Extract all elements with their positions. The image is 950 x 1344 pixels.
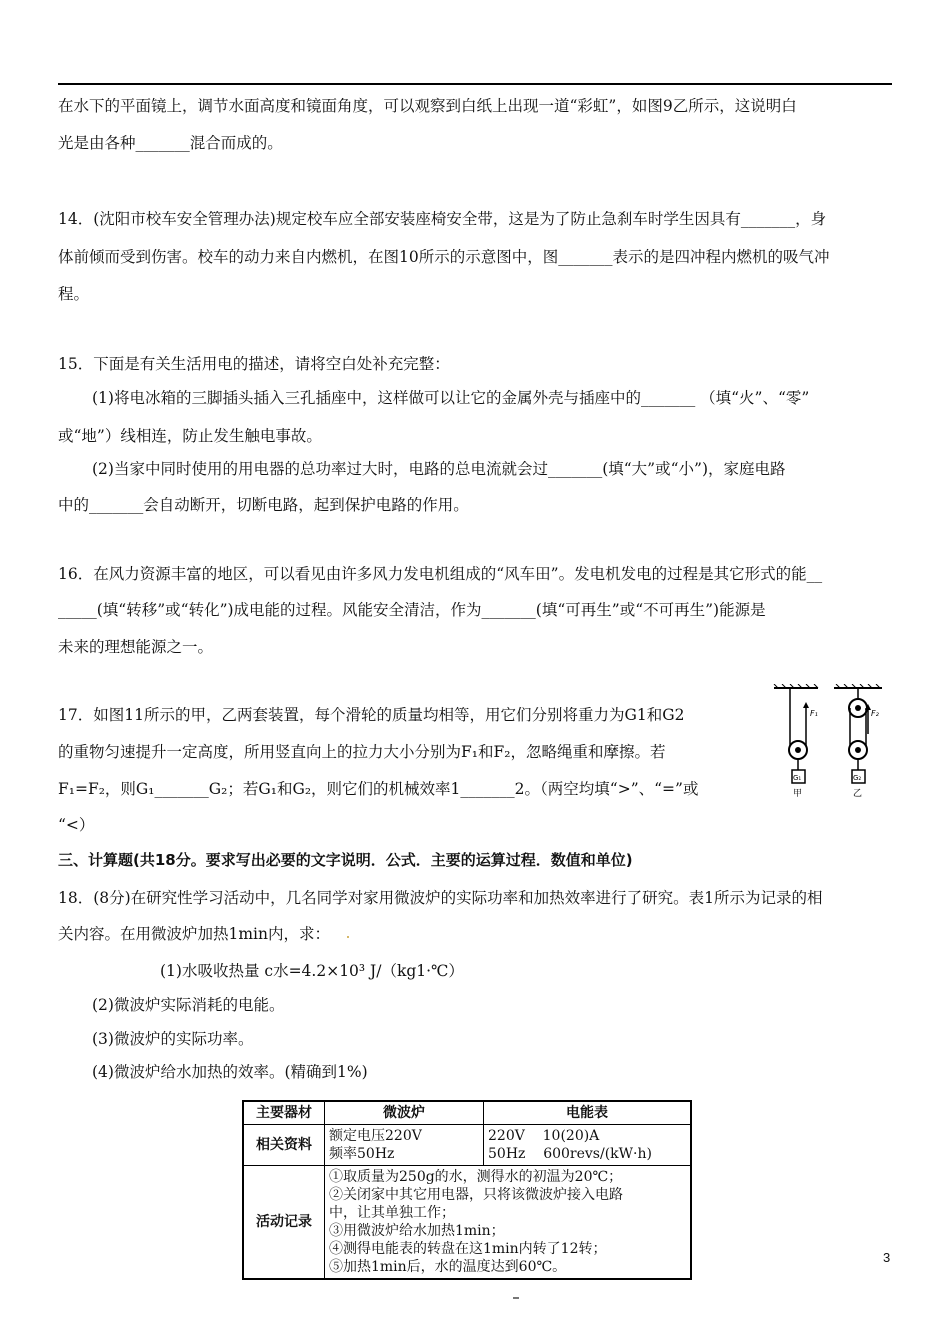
text-line: 的重物匀速提升一定高度，所用竖直向上的拉力大小分别为F₁和F₂，忽略绳重和摩擦。若 xyxy=(58,743,666,761)
table-row xyxy=(243,1101,691,1125)
text-line: 中的_______会自动断开，切断电路，起到保护电路的作用。 xyxy=(58,496,469,514)
record-item: 中，让其单独工作； xyxy=(329,1205,455,1221)
cell-line: 频率50Hz xyxy=(329,1146,395,1162)
record-item: ②关闭家中其它用电器，只将该微波炉接入电路 xyxy=(329,1187,623,1203)
text-line: F₁=F₂，则G₁_______G₂；若G₁和G₂，则它们的机械效率1_______2。（两空均填“>”、“=”或 xyxy=(58,780,699,798)
text-line: 体前倾而受到伤害。校车的动力来自内燃机，在图10所示的示意图中，图_______表示的是四冲程内燃机的吸气冲 xyxy=(58,248,830,266)
table-header-cell: 电能表 xyxy=(484,1101,692,1125)
question-16: 16．在风力资源丰富的地区，可以看见由许多风力发电机组成的“风车田”。发电机发电的过程是其它形式的能__ xyxy=(58,565,823,583)
text-line: 光是由各种_______混合而成的。 xyxy=(58,134,283,152)
question-14: 14．(沈阳市校车安全管理办法)规定校车应全部安装座椅安全带，这是为了防止急刹车时学生因具有_______，身 xyxy=(58,210,827,228)
table-header-cell: 主要器材 xyxy=(243,1101,325,1125)
record-item: ①取质量为250g的水，测得水的初温为20℃； xyxy=(329,1169,623,1185)
cell-line: 额定电压220V xyxy=(329,1128,422,1144)
label-yi: 乙 xyxy=(853,789,863,799)
table-row-label: 活动记录 xyxy=(243,1166,325,1280)
header-rule xyxy=(58,83,892,85)
pulley-figure xyxy=(770,684,890,804)
table-header-cell: 微波炉 xyxy=(325,1101,484,1125)
record-item: ④测得电能表的转盘在这1min内转了12转； xyxy=(329,1241,607,1257)
record-item: ③用微波炉给水加热1min； xyxy=(329,1223,505,1239)
text-line: 或“地”）线相连，防止发生触电事故。 xyxy=(58,427,322,445)
sub-question: (3)微波炉的实际功率。 xyxy=(92,1030,254,1048)
text-line: 未来的理想能源之一。 xyxy=(58,638,214,656)
cell-line: 220V 10(20)A xyxy=(488,1128,600,1144)
pulley-system-jia xyxy=(789,688,809,783)
scan-speck xyxy=(347,936,349,938)
table-1 xyxy=(242,1100,692,1280)
page-number: 3 xyxy=(883,1250,891,1265)
pulley-system-yi xyxy=(849,688,871,783)
label-g1: G₁ xyxy=(793,774,802,782)
table-row xyxy=(243,1125,691,1166)
sub-question: (4)微波炉给水加热的效率。(精确到1%) xyxy=(92,1063,368,1081)
sub-question: (2)微波炉实际消耗的电能。 xyxy=(92,996,285,1014)
record-item: ⑤加热1min后，水的温度达到60℃。 xyxy=(329,1259,567,1275)
text-line: _____(填“转移”或“转化”)成电能的过程。风能安全清洁，作为_______(填“可再生”或“不可再生”)能源是 xyxy=(58,601,766,619)
table-cell xyxy=(325,1125,484,1166)
question-15: 15．下面是有关生活用电的描述，请将空白处补充完整： xyxy=(58,355,450,373)
table-row xyxy=(243,1166,691,1280)
text-line: (1)将电冰箱的三脚插头插入三孔插座中，这样做可以让它的金属外壳与插座中的_______ （填“火”、“零” xyxy=(92,389,810,407)
scan-mark xyxy=(513,1297,519,1299)
text-line: 程。 xyxy=(58,285,90,303)
table-cell xyxy=(325,1166,692,1280)
sub-question: (1)水吸收热量 c水=4.2×10³ J/（kg1·℃） xyxy=(160,962,464,980)
text-line: “<） xyxy=(58,816,95,834)
text-line: 在水下的平面镜上，调节水面高度和镜面角度，可以观察到白纸上出现一道“彩虹”，如图9乙所示，这说明白 xyxy=(58,97,797,115)
question-17: 17．如图11所示的甲，乙两套装置，每个滑轮的质量均相等，用它们分别将重力为G1和G2 xyxy=(58,706,685,724)
question-18: 18．(8分)在研究性学习活动中，几名同学对家用微波炉的实际功率和加热效率进行了研究。表1所示为记录的相 xyxy=(58,889,823,907)
table-row-label: 相关资料 xyxy=(243,1125,325,1166)
label-jia: 甲 xyxy=(793,789,803,799)
label-g2: G₂ xyxy=(853,774,862,782)
section-heading: 三、计算题(共18分。要求写出必要的文字说明．公式．主要的运算过程．数值和单位) xyxy=(58,851,633,869)
cell-line: 50Hz 600revs/(kW·h) xyxy=(488,1146,652,1162)
text-line: 关内容。在用微波炉加热1min内，求： xyxy=(58,925,331,943)
table-cell xyxy=(484,1125,692,1166)
label-f1: F₁ xyxy=(810,709,818,718)
label-f2: F₂ xyxy=(871,709,879,718)
text-line: (2)当家中同时使用的用电器的总功率过大时，电路的总电流就会过_______(填“大”或“小”)，家庭电路 xyxy=(92,460,786,478)
